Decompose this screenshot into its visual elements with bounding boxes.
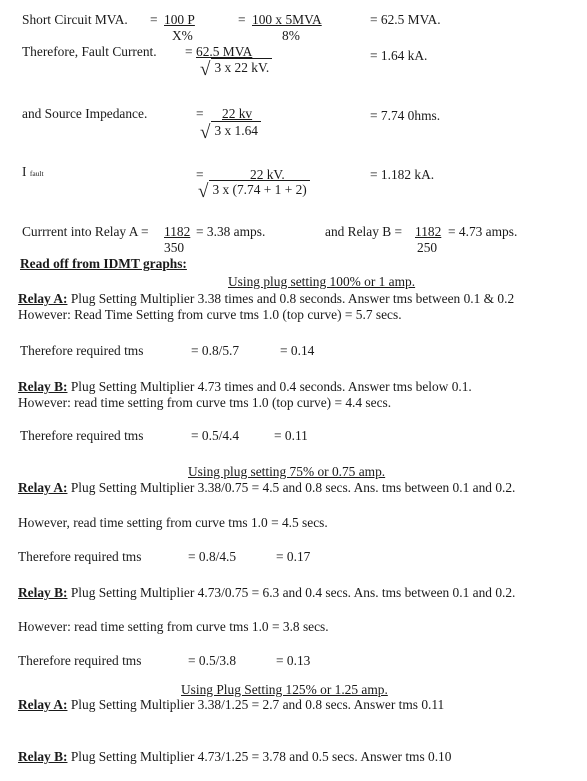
- section1-relay-a-text: Plug Setting Multiplier 3.38 times and 0.8 seconds. Answer tms between 0.1 & 0.2: [70, 291, 515, 306]
- section1-relay-b-label: Relay B:: [18, 379, 68, 394]
- mva-eq2: =: [238, 12, 246, 27]
- source-impedance-label: and Source Impedance.: [22, 106, 148, 121]
- section1-tms-a-result: = 0.14: [280, 343, 315, 358]
- mva-den1: X%: [172, 28, 193, 43]
- fault-current-num: 62.5 MVA: [196, 44, 253, 59]
- ifault-label: [22, 164, 44, 179]
- mva-num1: 100 P: [164, 12, 195, 27]
- mva-label: Short Circuit MVA.: [22, 12, 128, 27]
- mva-result: = 62.5 MVA.: [370, 12, 441, 27]
- relay-b-current-den: 250: [417, 240, 438, 255]
- relay-a-current-result: = 3.38 amps.: [196, 224, 266, 239]
- relay-b-current-num: 1182: [415, 224, 442, 239]
- section3-relay-b: [18, 749, 451, 764]
- section3-relay-b-text: Plug Setting Multiplier 4.73/1.25 = 3.78 and 0.5 secs. Answer tms 0.10: [70, 749, 452, 764]
- relay-b-current-label: and Relay B =: [325, 224, 403, 239]
- mva-num2: 100 x 5MVA: [252, 12, 322, 27]
- section3-relay-a-text: Plug Setting Multiplier 3.38/1.25 = 2.7 and 0.8 secs. Answer tms 0.11: [70, 697, 445, 712]
- idmt-heading: Read off from IDMT graphs:: [20, 256, 187, 271]
- mva-den2: 8%: [282, 28, 300, 43]
- fault-current-root: [200, 60, 272, 79]
- section3-title: Using Plug Setting 125% or 1.25 amp.: [181, 682, 388, 697]
- section3-relay-a: [18, 697, 444, 712]
- ifault-subscript: fault: [29, 169, 44, 178]
- section2-relay-a-read: However, read time setting from curve tms 1.0 = 4.5 secs.: [18, 515, 328, 530]
- section2-title: Using plug setting 75% or 0.75 amp.: [188, 464, 386, 479]
- ifault-eq: =: [196, 167, 204, 182]
- section1-relay-b: [18, 379, 472, 394]
- section2-tms-b-calc: = 0.5/3.8: [188, 653, 237, 668]
- section2-tms-b-label: Therefore required tms: [18, 653, 142, 668]
- sqrt-icon: √: [200, 59, 211, 80]
- source-impedance-num: 22 kv: [222, 106, 253, 121]
- section2-tms-a-calc: = 0.8/4.5: [188, 549, 237, 564]
- source-impedance-root: [200, 123, 261, 142]
- section2-relay-a-text: Plug Setting Multiplier 3.38/0.75 = 4.5 and 0.8 secs. Ans. tms between 0.1 and 0.2.: [70, 480, 516, 495]
- mva-eq1: =: [150, 12, 158, 27]
- section1-tms-b-calc: = 0.5/4.4: [191, 428, 240, 443]
- section2-relay-b: [18, 585, 515, 600]
- relay-a-current-den: 350: [164, 240, 185, 255]
- source-impedance-den: 3 x 1.64: [211, 121, 261, 138]
- section2-tms-a-result: = 0.17: [276, 549, 311, 564]
- section1-tms-a-label: Therefore required tms: [20, 343, 144, 358]
- section3-relay-b-label: Relay B:: [18, 749, 68, 764]
- section2-relay-a: [18, 480, 515, 495]
- relay-a-current-num: 1182: [164, 224, 191, 239]
- relay-b-current-result: = 4.73 amps.: [448, 224, 518, 239]
- fault-current-den: 3 x 22 kV.: [211, 58, 272, 75]
- ifault-symbol: I: [22, 164, 27, 179]
- fault-current-result: = 1.64 kA.: [370, 48, 428, 63]
- fault-current-eq: =: [185, 44, 193, 59]
- fault-current-label: Therefore, Fault Current.: [22, 44, 157, 59]
- section1-tms-a-calc: = 0.8/5.7: [191, 343, 240, 358]
- section1-title: Using plug setting 100% or 1 amp.: [228, 274, 416, 289]
- section1-relay-b-text: Plug Setting Multiplier 4.73 times and 0.4 seconds. Answer tms below 0.1.: [70, 379, 472, 394]
- section1-tms-b-label: Therefore required tms: [20, 428, 144, 443]
- section3-relay-a-label: Relay A:: [18, 697, 68, 712]
- section2-tms-b-result: = 0.13: [276, 653, 311, 668]
- section2-tms-a-label: Therefore required tms: [18, 549, 142, 564]
- relay-a-current-label: Currrent into Relay A =: [22, 224, 149, 239]
- section1-relay-b-read: However: read time setting from curve tms 1.0 (top curve) = 4.4 secs.: [18, 395, 392, 410]
- sqrt-icon: √: [200, 122, 211, 143]
- section1-tms-b-result: = 0.11: [274, 428, 308, 443]
- section1-relay-a-label: Relay A:: [18, 291, 68, 306]
- section2-relay-b-text: Plug Setting Multiplier 4.73/0.75 = 6.3 and 0.4 secs. Ans. tms between 0.1 and 0.2.: [70, 585, 516, 600]
- section1-relay-a-read: However: Read Time Setting from curve tms 1.0 (top curve) = 5.7 secs.: [18, 307, 402, 322]
- source-impedance-result: = 7.74 0hms.: [370, 108, 441, 123]
- source-impedance-eq: =: [196, 106, 204, 121]
- section1-relay-a: [18, 291, 514, 306]
- ifault-den: 3 x (7.74 + 1 + 2): [209, 180, 309, 197]
- ifault-result: = 1.182 kA.: [370, 167, 435, 182]
- ifault-num: 22 kV.: [250, 167, 285, 182]
- sqrt-icon: √: [198, 181, 209, 202]
- section2-relay-b-label: Relay B:: [18, 585, 68, 600]
- ifault-root: [198, 182, 310, 201]
- section2-relay-a-label: Relay A:: [18, 480, 68, 495]
- section2-relay-b-read: However: read time setting from curve tms 1.0 = 3.8 secs.: [18, 619, 329, 634]
